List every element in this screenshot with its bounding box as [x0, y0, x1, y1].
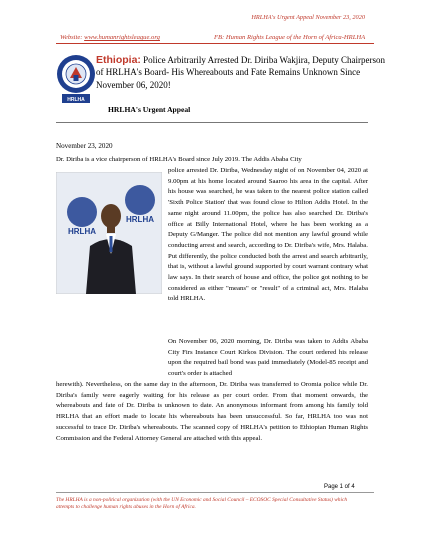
appeal-heading: HRLHA's Urgent Appeal — [108, 105, 191, 114]
facebook-line: FB: Human Rights League of the Horn of Africa-HRLHA — [214, 34, 366, 41]
svg-text:HRLHA: HRLHA — [68, 227, 96, 236]
svg-text:HRLHA: HRLHA — [126, 215, 154, 224]
page-number: Page 1 of 4 — [324, 484, 355, 490]
website-label: Website: — [60, 34, 83, 41]
svg-text:HRLHA: HRLHA — [67, 97, 85, 103]
website-line — [60, 34, 160, 41]
country-label: Ethiopia: — [96, 54, 141, 66]
paragraph-1-body: police arrested Dr. Diriba, Wednesday night of on November 04, 2020 at 9.00pm at his home located around Saaroo his area in the capital. After his house was searched, he was taken to the nearest police station called 'Sixth Police Station' that was found close to Hilton Addis Hotel. In the same night around 11.00pm, the police has also searched Dr. Diriba's office at Billy International Hotel, where he has been working as a Deputy G/Manger. The police did not mention any lawful ground while conducting arrest and search, according to Dr. Diriba's wife, Mrs. Halaba. Put differently, the police conducted both the arrest and search arbitrarily, that is, without a lawful ground supported by court warrant contrary what law says. In their search of house and office, the police got nothing to be considered as either "means" or "result" of a criminal act, Mrs. Halaba told HRLHA. — [168, 167, 368, 303]
footer-statement: The HRLHA is a non-political organization (with the UN Economic and Social Council – ECOSOC Special Consultative Status) which attempts to challenge human rights abuses in the Horn of Africa. — [56, 497, 348, 510]
paragraph-2-intro: On November 06, 2020 morning, Dr. Diriba was taken to Addis Ababa City Firs Instance Court Kirkos Division. The court ordered his release upon the required bail bond was paid immediately (Model-85 receipt and court's order is attached — [168, 338, 368, 378]
paragraph-1-intro: Dr. Diriba is a vice chairperson of HRLHA's Board since July 2019. The Addis Ababa City — [56, 156, 302, 163]
appeal-date: November 23, 2020 — [56, 142, 113, 150]
appeal-title — [96, 54, 386, 91]
portrait-photo — [56, 172, 162, 294]
header-divider — [56, 43, 374, 44]
title-text: Police Arbitrarily Arrested Dr. Diriba Wakjira, Deputy Chairperson of HRLHA's Board- His Whereabouts and Fate Remains Unknown Since November 06, 2020! — [96, 55, 385, 90]
hrlha-logo — [56, 52, 96, 110]
footer-divider — [56, 492, 374, 493]
website-link[interactable]: www.humanrightsleague.org — [84, 34, 160, 41]
paragraph-2-body: herewith). Nevertheless, on the same day in the afternoon, Dr. Diriba was transferred to Oromia police while Dr. Diriba's family were eagerly waiting for his release as per court order. From that moment onwards, the whereabouts and fate of Dr. Diriba is unknown to date. An anonymous informant from among his family told HRLHA that an effort made to locate his whereabouts has been unsuccessful. So far, HRLHA too was not successful to trace Dr. Diriba's whereabouts. The scanned copy of HRLHA's petition to Ethiopian Human Rights Commission and the Federal Attorney General are attached with this appeal. — [56, 381, 368, 442]
section-divider — [56, 122, 368, 123]
header-title: HRLHA's Urgent Appeal November 23, 2020 — [251, 14, 365, 21]
